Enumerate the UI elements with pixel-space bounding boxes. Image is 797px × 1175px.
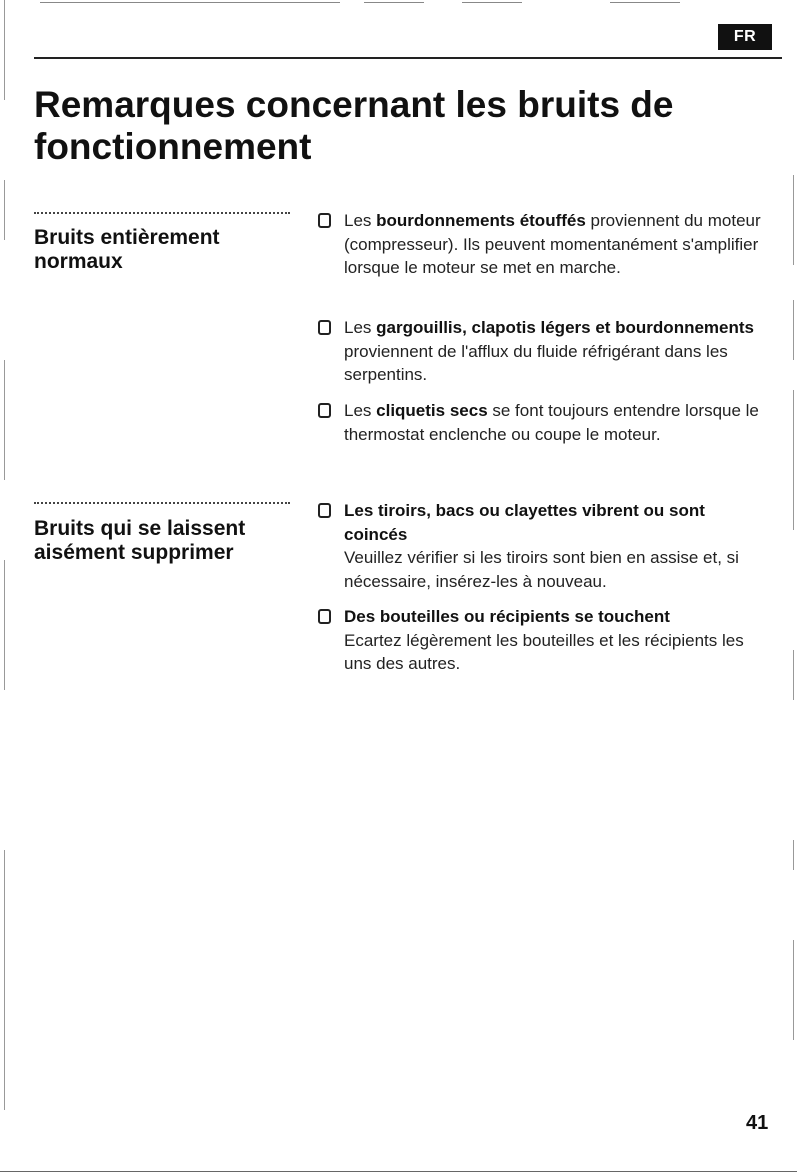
section-divider-1 (34, 212, 290, 214)
item-text (344, 209, 768, 280)
section-divider-2 (34, 502, 290, 504)
item-body: Ecartez légèrement les bouteilles et les récipients les uns des autres. (344, 630, 744, 673)
scan-edge-right-6 (793, 940, 794, 1040)
item-lead: Les (344, 211, 377, 230)
checkbox-bullet-icon (318, 320, 331, 335)
scan-edge-left-1 (4, 0, 5, 100)
item-rest: proviennent de l'afflux du fluide réfrigérant dans les serpentins. (344, 341, 728, 384)
list-item (318, 399, 768, 446)
list-item (318, 209, 768, 280)
item-lead: Les (344, 401, 377, 420)
item-lead: Les (344, 318, 377, 337)
scan-line-top-1 (40, 2, 340, 3)
scan-edge-left-2 (4, 180, 5, 240)
item-rest: se font toujours entendre lorsque le thermostat enclenche ou coupe le moteur. (344, 401, 759, 444)
footer-rule (0, 1171, 797, 1172)
checkbox-bullet-icon (318, 403, 331, 418)
scan-line-top-2 (364, 2, 424, 3)
checkbox-bullet-icon (318, 213, 331, 228)
item-title: Des bouteilles ou récipients se touchent (344, 607, 670, 626)
scan-line-top-3 (462, 2, 522, 3)
item-bold: gargouillis, clapotis légers et bourdonnements (376, 318, 754, 337)
scan-edge-right-3 (793, 390, 794, 530)
scan-edge-left-4 (4, 560, 5, 690)
list-item (318, 316, 768, 387)
scan-line-top-4 (610, 2, 680, 3)
page-number: 41 (746, 1112, 769, 1134)
item-title: Les tiroirs, bacs ou clayettes vibrent ou sont coincés (344, 501, 705, 544)
scan-edge-right-5 (793, 840, 794, 870)
list-item (318, 605, 768, 676)
section-heading-removable-noises: Bruits qui se laissent aisément supprimer (34, 517, 246, 564)
item-body: Veuillez vérifier si les tiroirs sont bien en assise et, si nécessaire, insérez-les à nouveau. (344, 548, 739, 591)
item-bold: cliquetis secs (376, 401, 488, 420)
scan-edge-right-4 (793, 650, 794, 700)
header-rule (34, 57, 782, 59)
section-heading-normal-noises: Bruits entièrement normaux (34, 226, 220, 273)
checkbox-bullet-icon (318, 609, 331, 624)
checkbox-bullet-icon (318, 503, 331, 518)
scan-edge-left-3 (4, 360, 5, 480)
item-bold: bourdonnements étouffés (376, 211, 586, 230)
item-text (344, 399, 768, 446)
scan-edge-right-1 (793, 175, 794, 265)
item-text (344, 316, 768, 387)
page-title: Remarques concernant les bruits de fonctionnement (34, 84, 674, 167)
language-badge: FR (718, 24, 772, 50)
scan-edge-left-5 (4, 850, 5, 1110)
list-item (318, 499, 768, 593)
scan-edge-right-2 (793, 300, 794, 360)
item-rest: proviennent du moteur (compresseur). Ils peuvent momentanément s'amplifier lorsque le moteur se met en marche. (344, 211, 761, 277)
